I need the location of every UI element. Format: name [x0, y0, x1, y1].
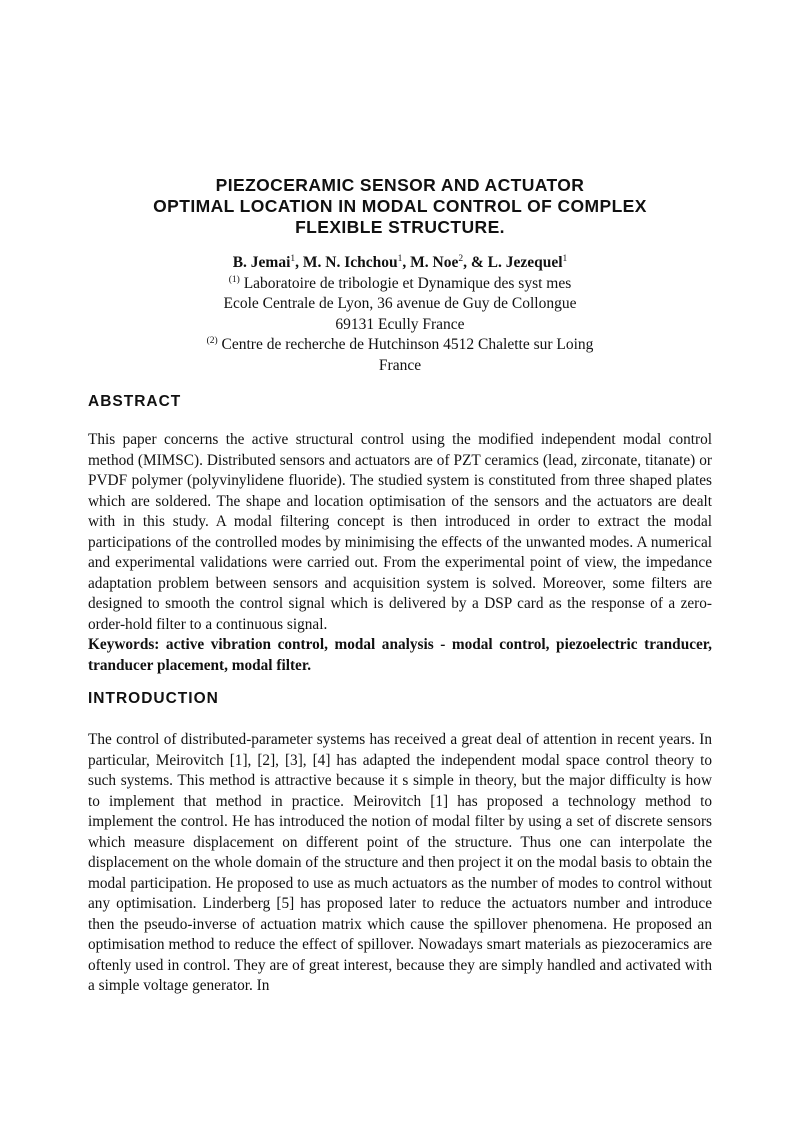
author-block [88, 253, 712, 376]
author-name: , M. Noe [402, 254, 459, 271]
affiliation-line: France [378, 356, 422, 374]
author-affil-mark: 1 [290, 253, 296, 264]
abstract-text: This paper concerns the active structural control using the modified independent modal control method (MIMSC). Distributed sensors and actuators are of PZT ceramics (lead, zirconate, titanate) or PVDF polymer (polyvinylidene fluoride). The studied system is constituted from three shaped plates which are soldered. The shape and location optimisation of the sensors and the actuators are dealt with in this study. A modal filtering concept is then introduced in order to extract the modal participations of the controlled modes by minimising the effects of the unwanted modes. A numerical and experimental validations were carried out. From the experimental point of view, the impedance adaptation problem between sensors and acquisition system is solved. Moreover, some filters are designed to smooth the control signal which is delivered by a DSP card as the response of a zero-order-hold filter to a continuous signal. [88, 431, 712, 633]
title-line: PIEZOCERAMIC SENSOR AND ACTUATOR [215, 175, 585, 195]
author-name: , & L. Jezequel [463, 254, 563, 271]
introduction-text: The control of distributed-parameter systems has received a great deal of attention in recent years. In particular, Meirovitch [1], [2], [3], [4] has adapted the independent modal space control theory to such systems. This method is attractive because it s simple in theory, but the major difficulty is how to implement that method in practice. Meirovitch [1] has proposed a technology method to implement the control. He has introduced the notion of modal filter by using a set of discrete sensors which measure displacement on different point of the structure. Thus one can interpolate the displacement on the whole domain of the structure and then project it on the modal basis to obtain the modal participation. He proposed to use as much actuators as the number of modes to control without any optimisation. Linderberg [5] has proposed later to reduce the actuators number and introduce then the pseudo-inverse of actuation matrix which cause the spillover phenomena. He proposed an optimisation method to reduce the effect of spillover. Nowadays smart materials as piezoceramics are oftenly used in control. They are of great interest, because they are simply handled and activated with a simple voltage generator. In [88, 731, 712, 994]
author-name: , M. N. Ichchou [295, 254, 398, 271]
abstract-body [88, 430, 712, 676]
author-affil-mark: 1 [397, 253, 403, 264]
affiliation-text: Laboratoire de tribologie et Dynamique des syst mes [239, 274, 572, 292]
affiliation-line: Ecole Centrale de Lyon, 36 avenue de Guy de Collongue [223, 295, 577, 312]
affiliation-marker: (2) [206, 335, 218, 346]
introduction-heading: INTRODUCTION [88, 690, 219, 707]
author-name: B. Jemai [232, 254, 291, 271]
author-list [88, 253, 712, 274]
affiliation-marker: (1) [228, 274, 240, 285]
author-affil-mark: 1 [562, 253, 568, 264]
title-line: OPTIMAL LOCATION IN MODAL CONTROL OF COMPLEX [153, 196, 647, 216]
title-line: FLEXIBLE STRUCTURE. [295, 217, 505, 237]
keywords: Keywords: active vibration control, modal analysis - modal control, piezoelectric tranducer, tranducer placement, modal filter. [88, 636, 712, 674]
affiliation-line: 69131 Ecully France [335, 315, 465, 333]
affiliation-text: Centre de recherche de Hutchinson 4512 Chalette sur Loing [217, 336, 594, 353]
abstract-heading: ABSTRACT [88, 393, 182, 410]
affiliation-line [88, 335, 712, 356]
author-affil-mark: 2 [458, 253, 464, 264]
affiliation-line [88, 274, 712, 295]
paper-title [88, 175, 712, 238]
